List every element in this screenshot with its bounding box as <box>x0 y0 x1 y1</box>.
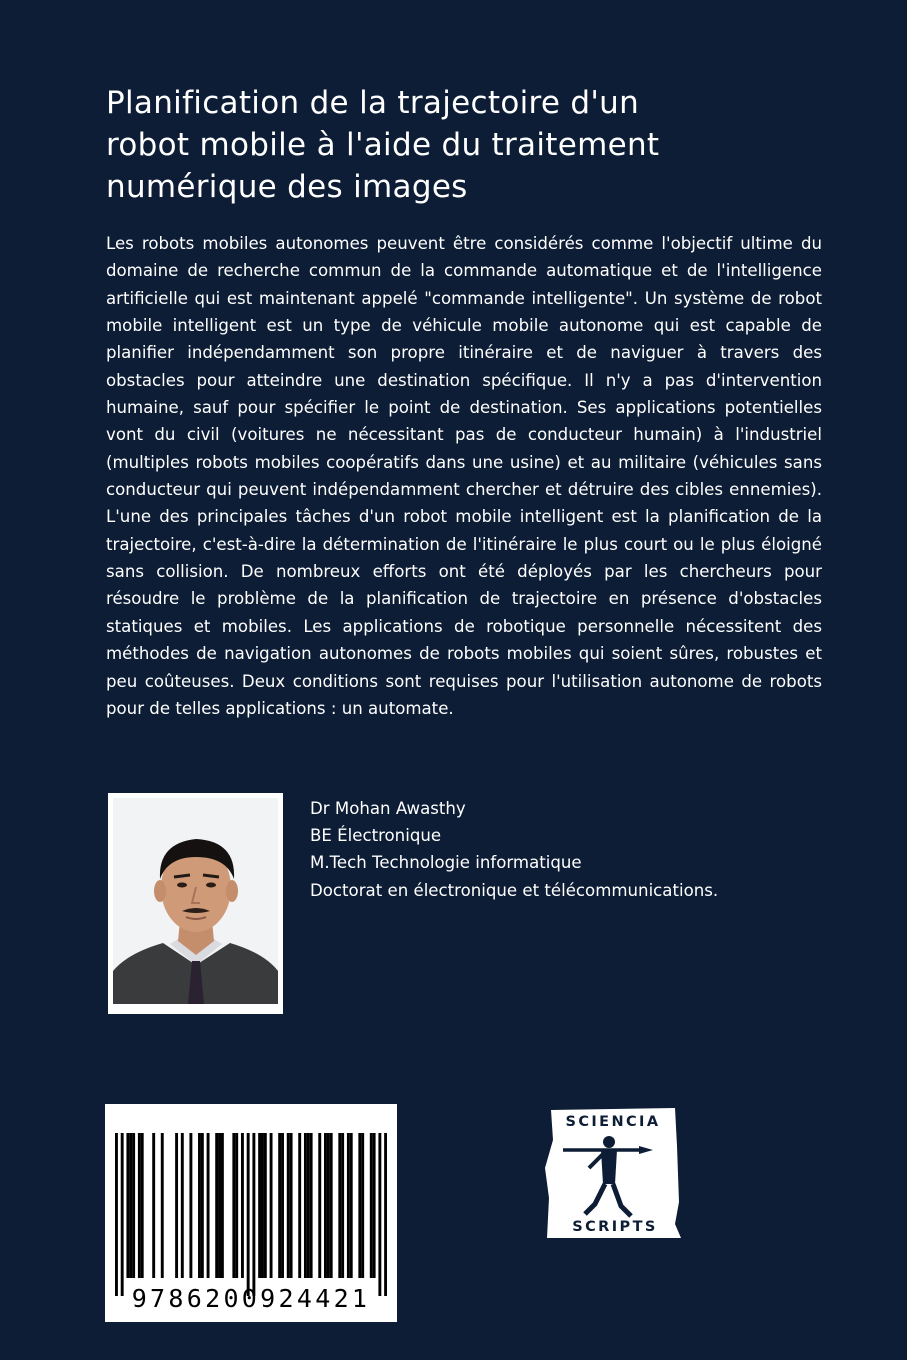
barcode-digits: 9786200924421 <box>131 1284 371 1313</box>
barcode-bar <box>129 1133 132 1278</box>
barcode-bar <box>264 1133 267 1278</box>
isbn-barcode <box>105 1104 397 1322</box>
barcode-bar <box>304 1133 307 1278</box>
barcode-bar <box>278 1133 281 1278</box>
barcode-bar <box>235 1133 238 1278</box>
barcode-bar <box>318 1133 321 1278</box>
barcode-bar <box>181 1133 184 1278</box>
barcode-bar <box>258 1133 261 1278</box>
barcode-bar <box>201 1133 204 1278</box>
barcode-bars <box>115 1133 387 1296</box>
barcode-bar <box>298 1133 301 1278</box>
barcode-bar <box>370 1133 373 1278</box>
author-degree: M.Tech Technologie informatique <box>310 853 582 873</box>
barcode-bar <box>115 1133 118 1296</box>
author-name: Dr Mohan Awasthy <box>310 799 466 818</box>
title-line: numérique des images <box>106 169 468 205</box>
barcode-bar <box>175 1133 178 1278</box>
barcode-bar <box>232 1133 235 1278</box>
barcode-bar <box>341 1133 344 1278</box>
barcode-bar <box>152 1133 155 1278</box>
author-degree: Doctorat en électronique et télécommunications. <box>310 880 719 900</box>
book-description: Les robots mobiles autonomes peuvent être considérés comme l'objectif ultime du domaine de recherche commun de la commande automatique et de l'intelligence artificielle qui est maintenant appelé "commande intelligente". Un système de robot mobile intelligent est un type de véhicule mobile autonome qui est capable de planifier indépendamment son propre itinéraire et de naviguer à travers des obstacles pour atteindre une destination spécifique. Il n'y a pas d'intervention humaine, sauf pour spécifier le point de destination. Ses applications potentielles vont du civil (voitures ne nécessitant pas de conducteur humain) à l'industriel (multiples robots mobiles coopératifs dans une usine) et au militaire (véhicules sans conducteur qui peuvent indépendamment chercher et détruire des cibles ennemies). L'une des principales tâches d'un robot mobile intelligent est la planification de la trajectoire, c'est-à-dire la détermination de l'itinéraire le plus court ou le plus éloigné sans collision. De nombreux efforts ont été déployés par les chercheurs pour résoudre le problème de la planification de trajectoire en présence d'obstacles statiques et mobiles. Les applications de robotique personnelle nécessitent des méthodes de navigation autonomes de robots mobiles qui soient sûres, robustes et peu coûteuses. Deux conditions sont requises pour l'utilisation autonome de robots pour de telles applications : un automate. <box>106 234 822 718</box>
barcode-bar <box>384 1133 387 1296</box>
barcode-bar <box>287 1133 290 1278</box>
barcode-bar <box>373 1133 376 1278</box>
barcode-bar <box>241 1133 244 1278</box>
barcode-bar <box>138 1133 141 1278</box>
barcode-bar <box>338 1133 341 1278</box>
barcode-bar <box>247 1133 250 1296</box>
barcode-bar <box>161 1133 164 1278</box>
barcode-bar <box>350 1133 353 1278</box>
barcode-bar <box>252 1133 255 1296</box>
author-degree: BE Électronique <box>310 826 442 846</box>
barcode-bar <box>189 1133 192 1278</box>
author-photo <box>108 793 283 1014</box>
barcode-bar <box>221 1133 224 1278</box>
barcode-bar <box>327 1133 330 1278</box>
barcode-bar <box>347 1133 350 1278</box>
barcode-bar <box>358 1133 361 1278</box>
barcode-bar <box>141 1133 144 1278</box>
title-line: Planification de la trajectoire d'un <box>106 85 640 121</box>
barcode-bar <box>281 1133 284 1278</box>
barcode-bar <box>378 1133 381 1296</box>
barcode-bar <box>307 1133 310 1278</box>
barcode-bar <box>324 1133 327 1278</box>
barcode-bar <box>198 1133 201 1278</box>
barcode-bar <box>126 1133 129 1278</box>
author-bio <box>310 795 830 904</box>
publisher-logo <box>543 1106 683 1240</box>
barcode-bar <box>361 1133 364 1278</box>
title-line: robot mobile à l'aide du traitement <box>106 127 660 163</box>
publisher-name-top: SCIENCIA <box>565 1114 661 1130</box>
barcode-bar <box>215 1133 218 1278</box>
barcode-bar <box>261 1133 264 1278</box>
barcode-bar <box>218 1133 221 1278</box>
barcode-bar <box>310 1133 313 1278</box>
barcode-bar <box>270 1133 273 1278</box>
barcode-bar <box>132 1133 135 1278</box>
barcode-bar <box>121 1133 124 1296</box>
book-title <box>106 82 806 208</box>
barcode-bar <box>330 1133 333 1278</box>
publisher-name-bottom: SCRIPTS <box>572 1219 658 1235</box>
barcode-bar <box>207 1133 210 1278</box>
barcode-bar <box>290 1133 293 1278</box>
